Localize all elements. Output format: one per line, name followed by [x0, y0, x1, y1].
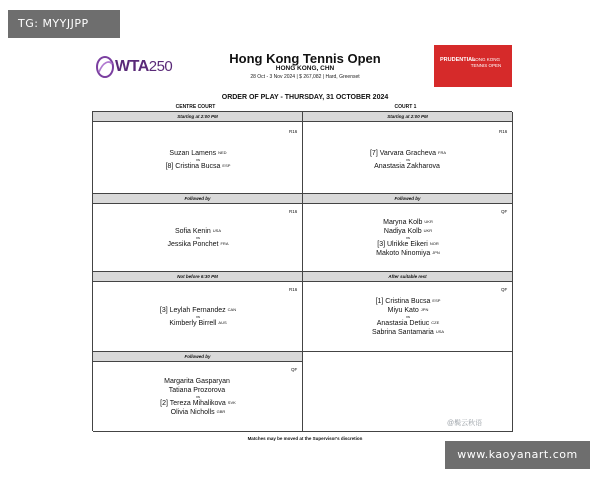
vs-label: vs [406, 314, 410, 319]
match-players [343, 297, 473, 337]
court-header-centre: CENTRE COURT [175, 104, 216, 110]
slot-band: Followed by [303, 194, 512, 204]
player-name: Miyu Kato JPN [387, 307, 429, 314]
wta-logo [95, 52, 210, 84]
wta-wordmark: WTA250 [115, 58, 173, 75]
player-name: [3] Leylah Fernandez CAN [159, 307, 237, 314]
player-name: [1] Cristina Bucsa ESP [375, 298, 441, 305]
vs-label: vs [196, 314, 200, 319]
match-players [343, 218, 473, 258]
player-name: Sabrina Santamaria USA [371, 329, 445, 336]
player-name: Tatiana Prozorova [168, 387, 226, 394]
sponsor-logo [434, 45, 512, 87]
match-cell-centre-1 [93, 112, 303, 194]
player-name: Maryna Kolb UKR [383, 219, 433, 226]
player-name: [3] Ulrikke Eikeri NOR [377, 241, 439, 248]
slot-band: Followed by [93, 352, 302, 362]
player-name: Jessika Ponchet FRA [167, 241, 229, 248]
tournament-title: Hong Kong Tennis Open [229, 51, 381, 66]
match-players [133, 377, 263, 417]
watermark-bottom: www.kaoyanart.com [445, 441, 590, 469]
match-cell-court1-2 [303, 194, 513, 272]
slot-band: Followed by [93, 194, 302, 204]
round-label: QF [501, 209, 508, 214]
player-name: Suzan Lamens NED [169, 150, 227, 157]
vs-label: vs [196, 235, 200, 240]
footnote: Matches may be moved at the Supervisor's discretion [247, 436, 363, 441]
match-cell-centre-3 [93, 272, 303, 352]
schedule-grid [92, 111, 512, 431]
signature-watermark: @鬓云秋语 [447, 420, 483, 427]
player-name: Anastasia Zakharova [374, 163, 440, 170]
vs-label: vs [406, 157, 410, 162]
vs-label: vs [406, 235, 410, 240]
vs-label: vs [196, 394, 200, 399]
court-header-court1: COURT 1 [394, 104, 417, 110]
slot-band: Starting at 2:00 PM [93, 112, 302, 122]
player-name: Sofia Kenin USA [174, 228, 222, 235]
slot-band: After suitable rest [303, 272, 512, 282]
player-name: Makoto Ninomiya JPN [376, 250, 440, 257]
match-cell-court1-1 [303, 112, 513, 194]
player-name: [2] Tereza Mihalikova SVK [160, 400, 236, 407]
match-cell-centre-2 [93, 194, 303, 272]
watermark-top: TG: MYYJJPP [8, 10, 120, 38]
tournament-location: HONG KONG, CHN [275, 65, 335, 72]
sponsor-name: PRUDENTIAL [440, 57, 476, 63]
match-cell-centre-4 [93, 352, 303, 432]
wta-swirl-icon [95, 54, 115, 80]
vs-label: vs [196, 157, 200, 162]
tournament-details: 28 Oct - 3 Nov 2024 | $ 267,082 | Hard, Greenset [250, 74, 360, 80]
player-name: [8] Cristina Bucsa ESP [165, 163, 231, 170]
sponsor-event: HONG KONG TENNIS OPEN [470, 57, 502, 68]
round-label: R16 [289, 209, 298, 214]
match-cell-court1-3 [303, 272, 513, 352]
player-name: Nadiya Kolb UKR [383, 228, 433, 235]
match-players [133, 227, 263, 249]
order-of-play-title: ORDER OF PLAY - THURSDAY, 31 OCTOBER 2024 [221, 94, 389, 101]
round-label: QF [291, 367, 298, 372]
slot-band: Not before 6:30 PM [93, 272, 302, 282]
round-label: R16 [499, 129, 508, 134]
round-label: R16 [289, 129, 298, 134]
round-label: QF [501, 287, 508, 292]
round-label: R16 [289, 287, 298, 292]
player-name: Anastasia Detiuc CZE [376, 320, 440, 327]
match-players [133, 306, 263, 328]
player-name: Margarita Gasparyan [164, 378, 230, 385]
match-players [333, 149, 483, 171]
player-name: Olivia Nicholls GBR [170, 409, 226, 416]
player-name: [7] Varvara Gracheva FRA [369, 150, 446, 157]
match-players [133, 149, 263, 171]
player-name: Kimberly Birrell AUS [169, 320, 227, 327]
slot-band: Starting at 2:00 PM [303, 112, 512, 122]
